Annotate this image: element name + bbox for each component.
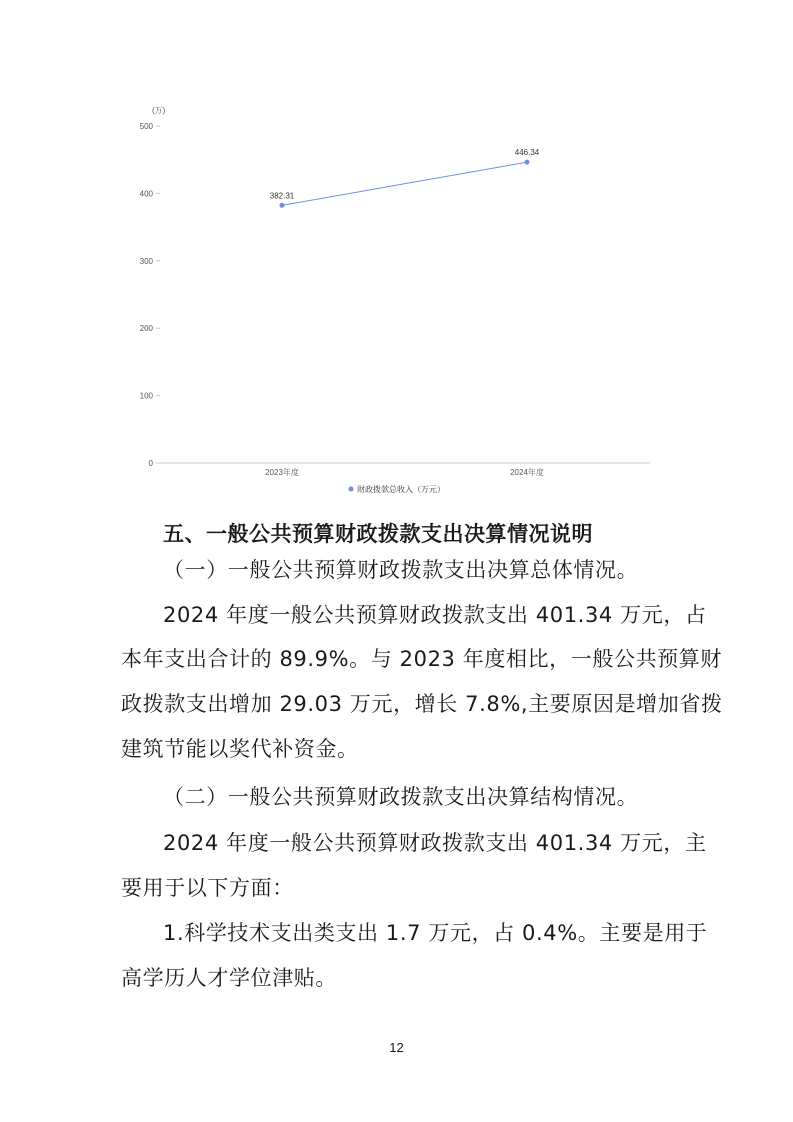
y-tick-label: 500 [139, 122, 153, 131]
data-label: 446.34 [514, 148, 540, 158]
paragraph-line: 本年支出合计的 89.9%。与 2023 年度相比，一般公共预算财 [121, 647, 722, 671]
subsection-1-heading: （一）一般公共预算财政拨款支出决算总体情况。 [163, 558, 639, 582]
data-point [525, 160, 530, 165]
legend-marker [349, 487, 354, 492]
y-tick-label: 200 [139, 324, 153, 334]
list-item-line: 1.科学技术支出类支出 1.7 万元，占 0.4%。主要是用于 [163, 921, 708, 945]
y-tick-label: 400 [139, 189, 153, 199]
data-label: 382.31 [269, 191, 295, 201]
y-tick-label: 300 [139, 256, 153, 266]
y-axis-unit-label: (万) [152, 106, 166, 115]
paragraph-line: 政拨款支出增加 29.03 万元，增长 7.8%,主要原因是增加省拨 [121, 692, 723, 716]
paragraph-line: 要用于以下方面： [121, 876, 294, 900]
page-number: 12 [389, 1040, 404, 1055]
legend-label: 财政拨款总收入（万元） [357, 485, 445, 494]
x-tick-label: 2024年度 [510, 468, 544, 477]
series-line [282, 162, 527, 205]
section-heading: 五、一般公共预算财政拨款支出决算情况说明 [163, 522, 593, 546]
x-axis-ticks [265, 467, 544, 477]
paragraph-line: 2024 年度一般公共预算财政拨款支出 401.34 万元，主 [163, 831, 707, 855]
paragraph-line: 建筑节能以奖代补资金。 [121, 737, 359, 761]
y-axis-ticks [140, 122, 160, 468]
income-line-chart [0, 0, 793, 505]
chart-legend [349, 484, 446, 494]
data-point [280, 203, 285, 208]
y-tick-label: 100 [139, 391, 153, 401]
x-tick-label: 2023年度 [265, 468, 299, 477]
y-tick-label: 0 [148, 459, 153, 468]
paragraph-line: 2024 年度一般公共预算财政拨款支出 401.34 万元，占 [163, 603, 707, 627]
subsection-2-heading: （二）一般公共预算财政拨款支出决算结构情况。 [163, 785, 639, 809]
data-points [270, 148, 540, 208]
list-item-line: 高学历人才学位津贴。 [121, 966, 337, 990]
